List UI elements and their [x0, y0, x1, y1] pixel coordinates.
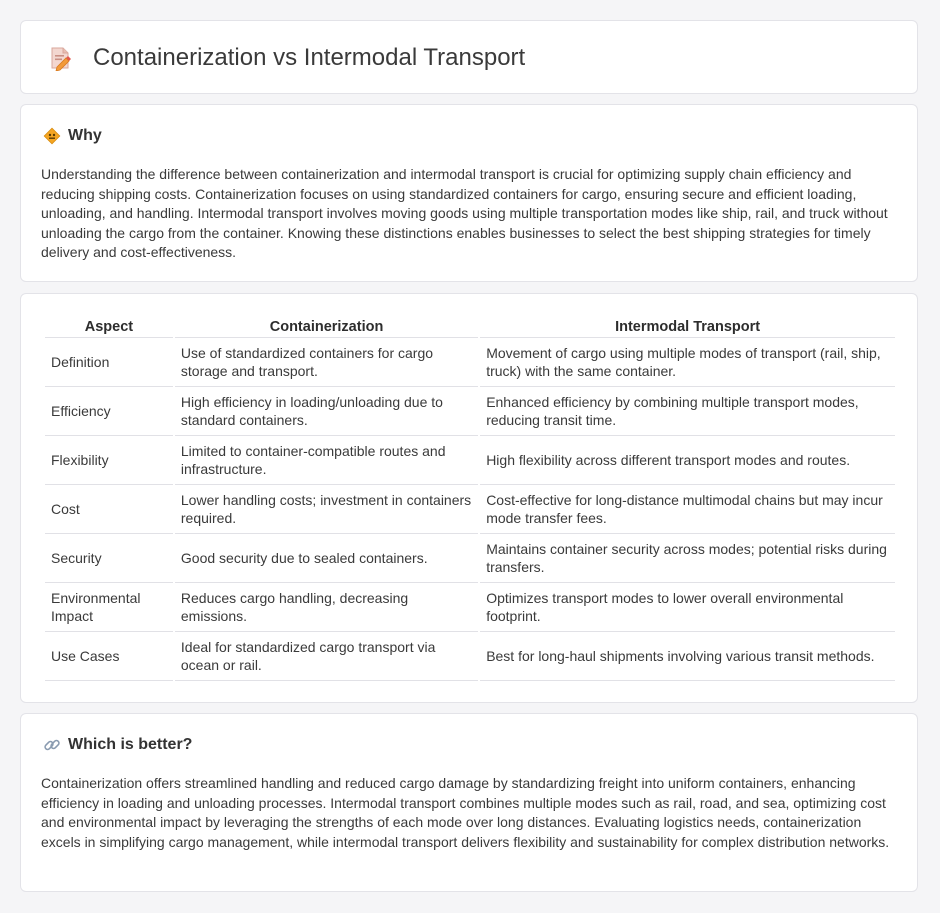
column-header: Intermodal Transport: [480, 317, 895, 338]
intermodal-cell: High flexibility across different transport modes and routes.: [480, 436, 895, 485]
aspect-cell: Security: [45, 534, 173, 583]
intermodal-cell: Cost-effective for long-distance multimodal chains but may incur mode transfer fees.: [480, 485, 895, 534]
table-row: [45, 485, 895, 534]
intermodal-cell: Maintains container security across modes; potential risks during transfers.: [480, 534, 895, 583]
comparison-table: [43, 317, 897, 681]
aspect-cell: Cost: [45, 485, 173, 534]
table-row: [45, 632, 895, 681]
aspect-cell: Definition: [45, 338, 173, 387]
intermodal-cell: Optimizes transport modes to lower overall environmental footprint.: [480, 583, 895, 632]
table-row: [45, 387, 895, 436]
comparison-card: [20, 293, 918, 703]
aspect-cell: Use Cases: [45, 632, 173, 681]
page-title: Containerization vs Intermodal Transport: [93, 44, 526, 71]
why-card: [20, 104, 918, 282]
why-header: [43, 127, 102, 145]
better-text: Containerization offers streamlined handling and reduced cargo damage by standardizing freight into uniform containers, enhancing efficiency in loading and unloading processes. Intermodal transport combines multiple modes such as rail, road, and sea, optimizing cost and environmental impact by leveraging the strengths of each mode over long distances. Evaluating logistics needs, containerization excels in simplifying cargo management, while intermodal transport delivers flexibility and sustainability for complex distribution networks.: [41, 775, 890, 850]
containerization-cell: Ideal for standardized cargo transport via ocean or rail.: [175, 632, 478, 681]
table-row: [45, 534, 895, 583]
table-row: [45, 436, 895, 485]
table-header-row: [45, 317, 895, 338]
why-heading: Why: [68, 127, 102, 144]
aspect-cell: Efficiency: [45, 387, 173, 436]
containerization-cell: Lower handling costs; investment in containers required.: [175, 485, 478, 534]
document-pencil-icon: [47, 45, 73, 71]
intermodal-cell: Movement of cargo using multiple modes of transport (rail, ship, truck) with the same container.: [480, 338, 895, 387]
why-text: Understanding the difference between containerization and intermodal transport is crucial for optimizing supply chain efficiency and reducing shipping costs. Containerization focuses on using standardized containers for cargo, ensuring secure and efficient loading, unloading, and handling. Intermodal transport involves moving goods using multiple transportation modes like ship, rail, and truck without unloading the cargo from the container. Knowing these distinctions enables businesses to select the best shipping strategies for timely delivery and cost-effectiveness.: [41, 166, 888, 260]
title-row: [47, 44, 525, 72]
aspect-cell: Environmental Impact: [45, 583, 173, 632]
containerization-cell: Use of standardized containers for cargo storage and transport.: [175, 338, 478, 387]
column-header: Aspect: [45, 317, 173, 338]
title-card: [20, 20, 918, 94]
better-card: [20, 713, 918, 892]
better-heading: Which is better?: [68, 736, 193, 753]
aspect-cell: Flexibility: [45, 436, 173, 485]
containerization-cell: Limited to container-compatible routes and infrastructure.: [175, 436, 478, 485]
intermodal-cell: Best for long-haul shipments involving various transit methods.: [480, 632, 895, 681]
column-header: Containerization: [175, 317, 478, 338]
table-row: [45, 338, 895, 387]
containerization-cell: Reduces cargo handling, decreasing emissions.: [175, 583, 478, 632]
table-row: [45, 583, 895, 632]
containerization-cell: Good security due to sealed containers.: [175, 534, 478, 583]
intermodal-cell: Enhanced efficiency by combining multiple transport modes, reducing transit time.: [480, 387, 895, 436]
warning-sign-icon: [43, 127, 61, 145]
link-icon: [43, 736, 61, 754]
better-header: [43, 736, 192, 754]
containerization-cell: High efficiency in loading/unloading due to standard containers.: [175, 387, 478, 436]
